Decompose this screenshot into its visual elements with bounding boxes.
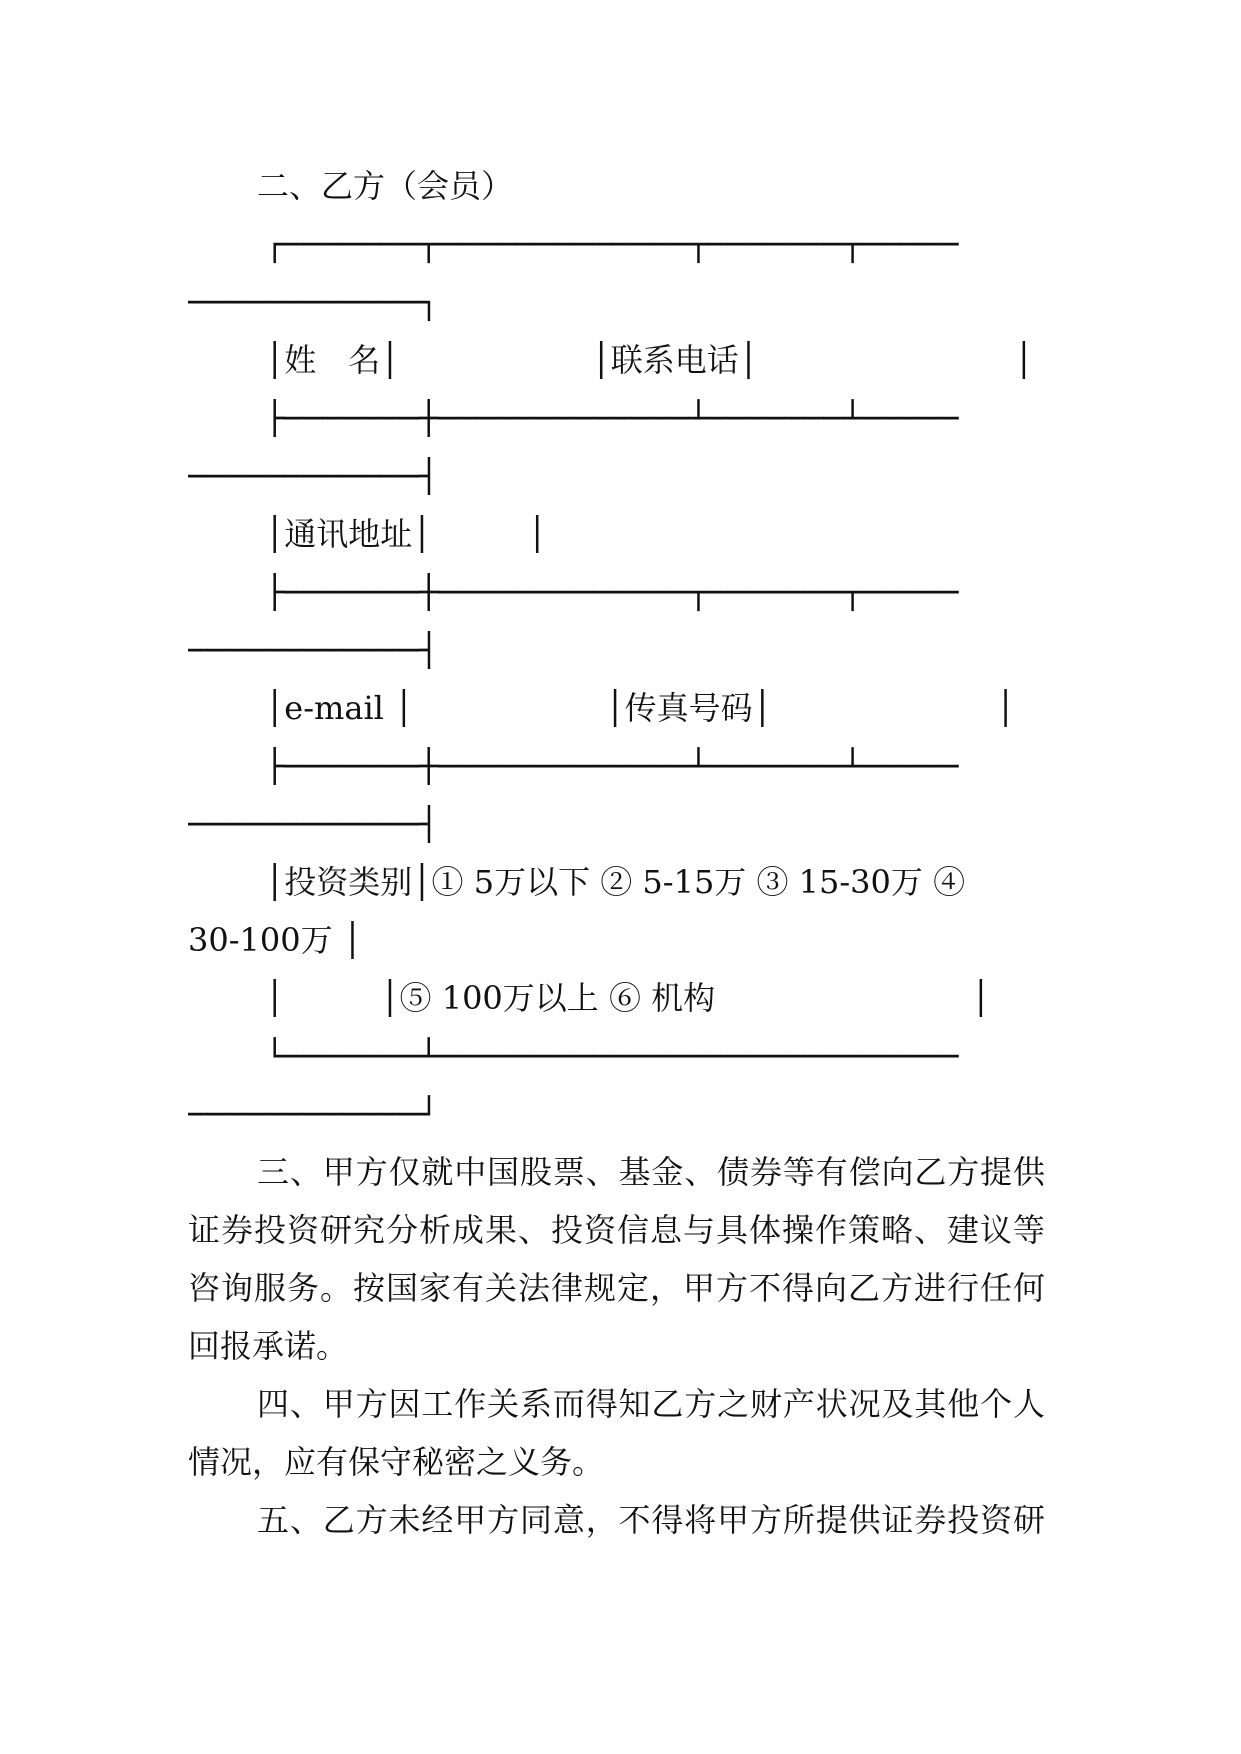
table-line: │姓 名│ │联系电话│ │ [265,341,1034,379]
paragraph-3-line: 咨询服务。按国家有关法律规定，甲方不得向乙方进行任何 [188,1269,1045,1307]
paragraph-5-line: 五、乙方未经甲方同意，不得将甲方所提供证券投资研 [257,1501,1045,1539]
table-line: 30-100万 │ [188,921,363,959]
paragraph-3-line: 回报承诺。 [188,1327,349,1365]
table-line: ├───────┼─────────────┴───────┴───── [265,747,959,785]
table-line: ────────────┤ [188,457,438,495]
paragraph-3-line: 三、甲方仅就中国股票、基金、债券等有偿向乙方提供 [257,1153,1045,1191]
paragraph-3-line: 证券投资研究分析成果、投资信息与具体操作策略、建议等 [188,1211,1045,1249]
table-line: ────────────┤ [188,805,438,843]
table-line: ├───────┼─────────────┴───────┴───── [265,399,959,437]
table-line: └───────┴─────────────────────────── [265,1037,959,1075]
table-line: │投资类别│① 5万以下 ② 5-15万 ③ 15-30万 ④ [265,863,966,901]
table-line: │通讯地址│ │ [265,515,547,553]
section-2-heading: 二、乙方（会员） [257,167,514,205]
table-line: ────────────┐ [188,283,438,321]
paragraph-4-line: 四、甲方因工作关系而得知乙方之财产状况及其他个人 [257,1385,1045,1423]
table-line: │e-mail │ │传真号码│ │ [265,689,1016,727]
table-line: │ │⑤ 100万以上 ⑥ 机构 │ [265,979,991,1017]
table-line: ────────────┘ [188,1095,438,1133]
table-line: ├───────┼─────────────┬───────┬───── [265,573,959,611]
table-line: ────────────┤ [188,631,438,669]
paragraph-4-line: 情况，应有保守秘密之义务。 [188,1443,605,1481]
table-line: ┌───────┬─────────────┬───────┬───── [265,225,959,263]
